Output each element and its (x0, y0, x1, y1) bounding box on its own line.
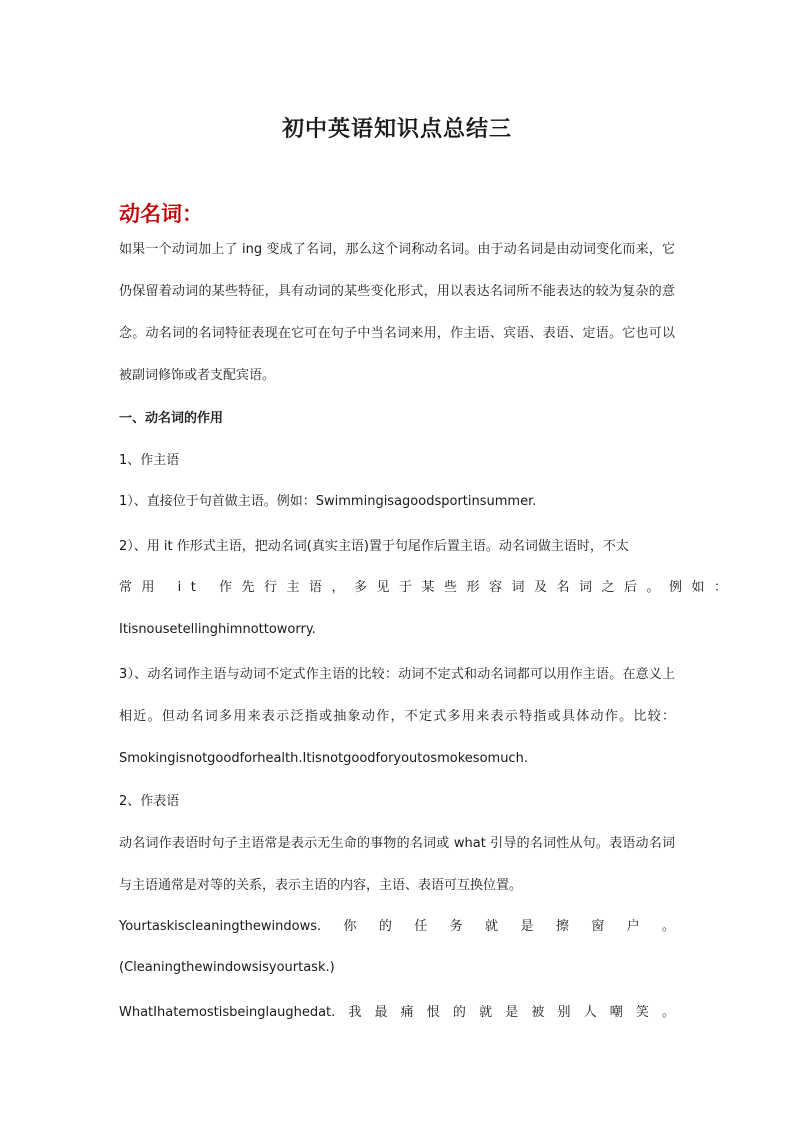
example-1-paren: (Cleaningthewindowsisyourtask.) (119, 960, 335, 975)
item-subject-it-line2: 常用 it 作先行主语，多见于某些形容词及名词之后。例如： (119, 580, 737, 595)
example-1 (119, 917, 675, 937)
item-subject-it-line1: 2）、用 it 作形式主语，把动名词(真实主语)置于句尾作后置主语。动名词做主语时，不太 (119, 539, 629, 554)
item-subject-it-line3: Itisnousetellinghimnottoworry. (119, 622, 316, 637)
example-2-text: WhatIhatemostisbeinglaughedat.我最痛恨的就是被别人嘲笑。 (119, 1005, 675, 1020)
item-as-predicative: 2、作表语 (119, 794, 180, 809)
document-title: 初中英语知识点总结三 (281, 117, 512, 142)
predicative-paragraph: 动名词作表语时句子主语常是表示无生命的事物的名词或 what 引导的名词性从句。表语动名词与主语通常是对等的关系，表示主语的内容，主语、表语可互换位置。 (119, 836, 675, 893)
item-subject-direct: 1）、直接位于句首做主语。例如：Swimmingisagoodsportinsummer. (119, 494, 537, 509)
example-1-text: Yourtaskiscleaningthewindows.你的任务就是擦窗户。 (119, 919, 675, 934)
section-heading: 动名词： (119, 202, 203, 226)
intro-paragraph: 如果一个动词加上了 ing 变成了名词，那么这个词称动名词。由于动名词是由动词变化而来，它仍保留着动词的某些特征，具有动词的某些变化形式，用以表达名词所不能表达的较为复杂的意念。动名词的名词特征表现在它可在句子中当名词来用，作主语、宾语、表语、定语。它也可以被副词修饰或者支配宾语。 (119, 242, 675, 383)
item-as-subject: 1、作主语 (119, 453, 180, 468)
example-2 (119, 1003, 675, 1023)
subheading-usage: 一、动名词的作用 (119, 411, 224, 426)
item-subject-compare: 3）、动名词作主语与动词不定式作主语的比较：动词不定式和动名词都可以用作主语。在意义上相近。但动名词多用来表示泛指或抽象动作，不定式多用来表示特指或具体动作。比较：Smokingisnotgoodforhealth.Itisnotgoodforyoutosmokesomuch. (119, 667, 675, 766)
